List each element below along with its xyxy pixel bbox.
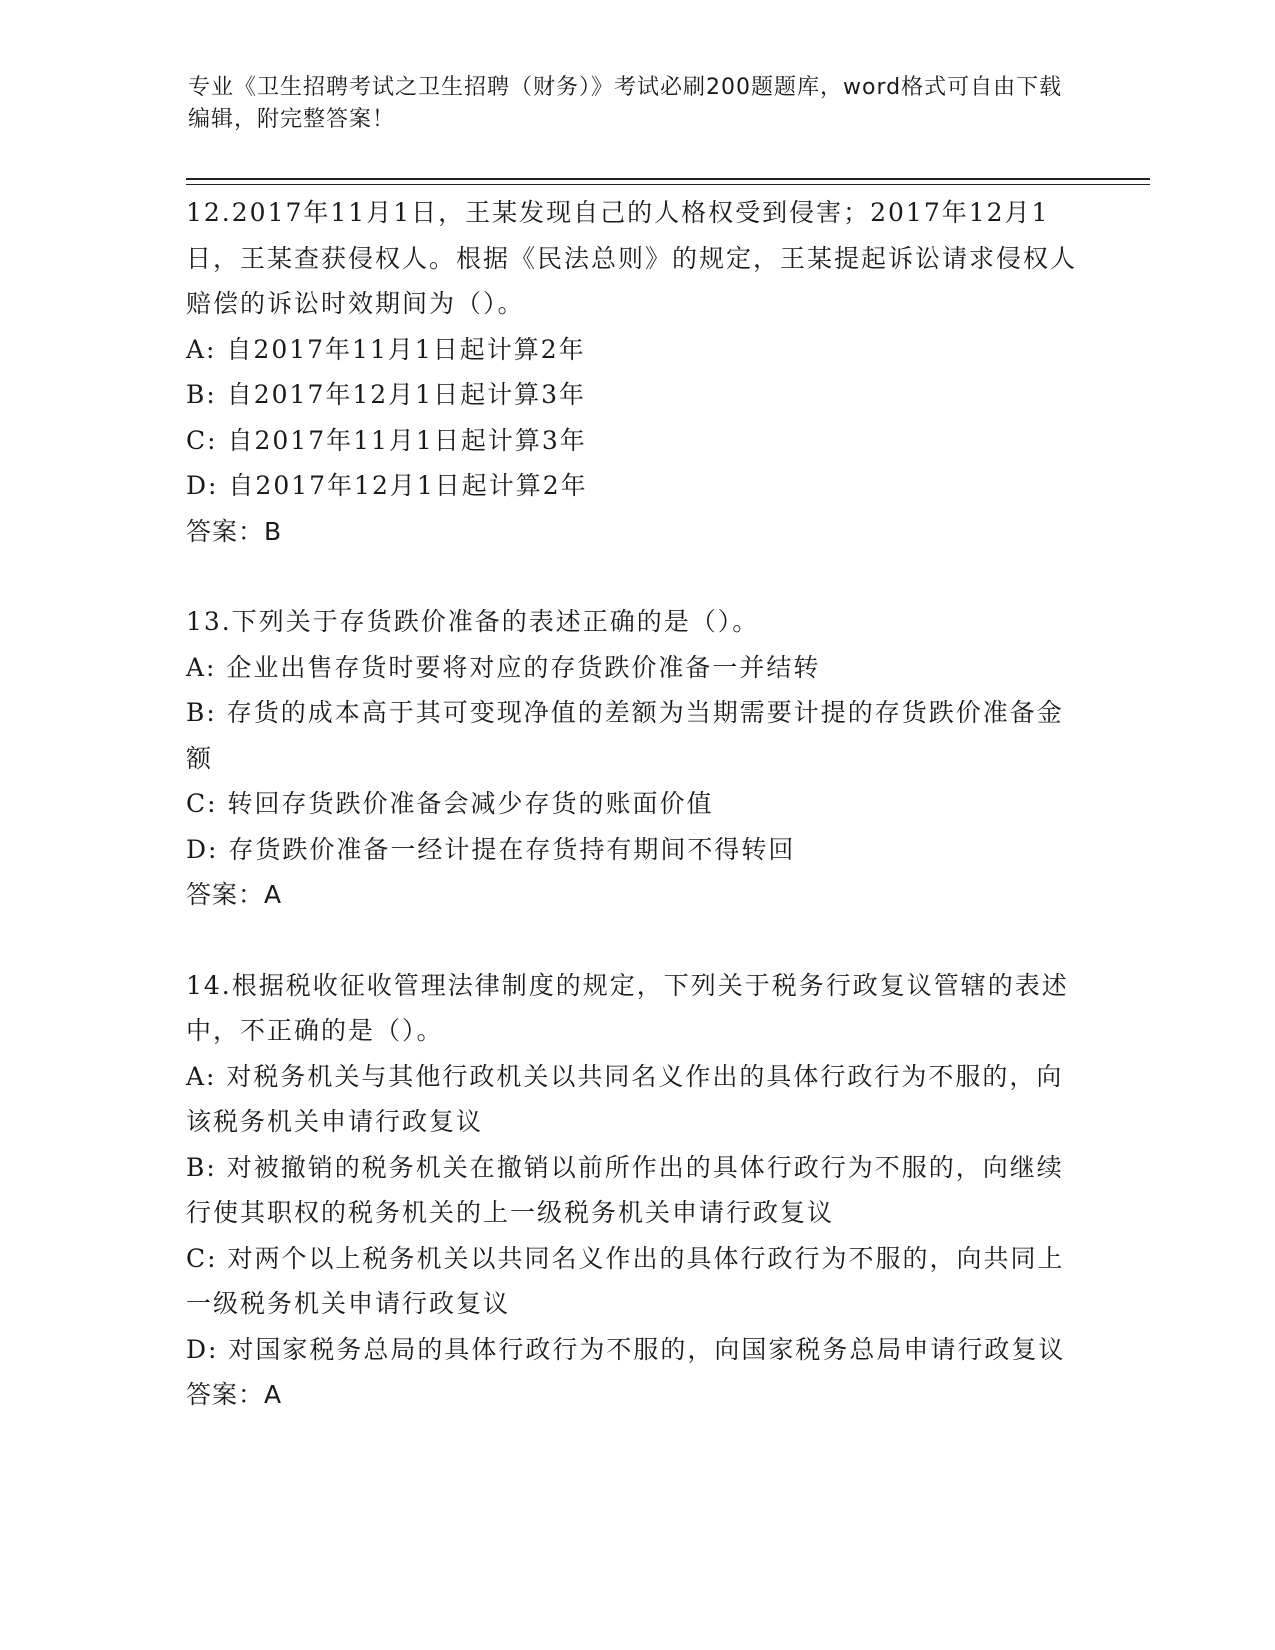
answer-text: 答案：B bbox=[186, 516, 283, 546]
option-c: C: 自2017年11月1日起计算3年 bbox=[186, 425, 587, 455]
answer-text: 答案：A bbox=[186, 880, 283, 909]
question-stem: 14.根据税收征收管理法律制度的规定，下列关于税务行政复议管辖的表述中，不正确的是（）。 bbox=[186, 970, 1069, 1045]
question-stem: 13.下列关于存货跌价准备的表述正确的是（）。 bbox=[186, 607, 760, 636]
question-12 bbox=[186, 190, 1086, 554]
option-b: B: 对被撤销的税务机关在撤销以前所作出的具体行政行为不服的，向继续行使其职权的税务机关的上一级税务机关申请行政复议 bbox=[186, 1152, 1064, 1227]
header-rule-thin bbox=[186, 184, 1150, 185]
option-b: B: 存货的成本高于其可变现净值的差额为当期需要计提的存货跌价准备金额 bbox=[186, 698, 1064, 773]
question-14 bbox=[186, 963, 1086, 1418]
option-c: C: 对两个以上税务机关以共同名义作出的具体行政行为不服的，向共同上一级税务机关申请行政复议 bbox=[186, 1243, 1065, 1318]
question-list bbox=[186, 190, 1086, 1418]
question-stem: 12.2017年11月1日，王某发现自己的人格权受到侵害；2017年12月1日，王某查获侵权人。根据《民法总则》的规定，王某提起诉讼请求侵权人赔偿的诉讼时效期间为（）。 bbox=[186, 198, 1078, 318]
option-a: A: 对税务机关与其他行政机关以共同名义作出的具体行政行为不服的，向该税务机关申请行政复议 bbox=[186, 1061, 1064, 1136]
option-a: A: 自2017年11月1日起计算2年 bbox=[186, 334, 586, 364]
question-13 bbox=[186, 599, 1086, 918]
option-d: D: 存货跌价准备一经计提在存货持有期间不得转回 bbox=[186, 834, 796, 864]
option-a: A: 企业出售存货时要将对应的存货跌价准备一并结转 bbox=[186, 652, 821, 682]
header-rule-thick bbox=[186, 178, 1150, 180]
option-c: C: 转回存货跌价准备会减少存货的账面价值 bbox=[186, 789, 714, 818]
option-b: B: 自2017年12月1日起计算3年 bbox=[186, 380, 586, 409]
option-d: D: 对国家税务总局的具体行政行为不服的，向国家税务总局申请行政复议 bbox=[186, 1334, 1066, 1364]
document-header: 专业《卫生招聘考试之卫生招聘（财务）》考试必刷200题题库，word格式可自由下载编辑，附完整答案！ bbox=[188, 75, 1063, 132]
answer-text: 答案：A bbox=[186, 1380, 283, 1409]
option-d: D: 自2017年12月1日起计算2年 bbox=[186, 471, 588, 500]
